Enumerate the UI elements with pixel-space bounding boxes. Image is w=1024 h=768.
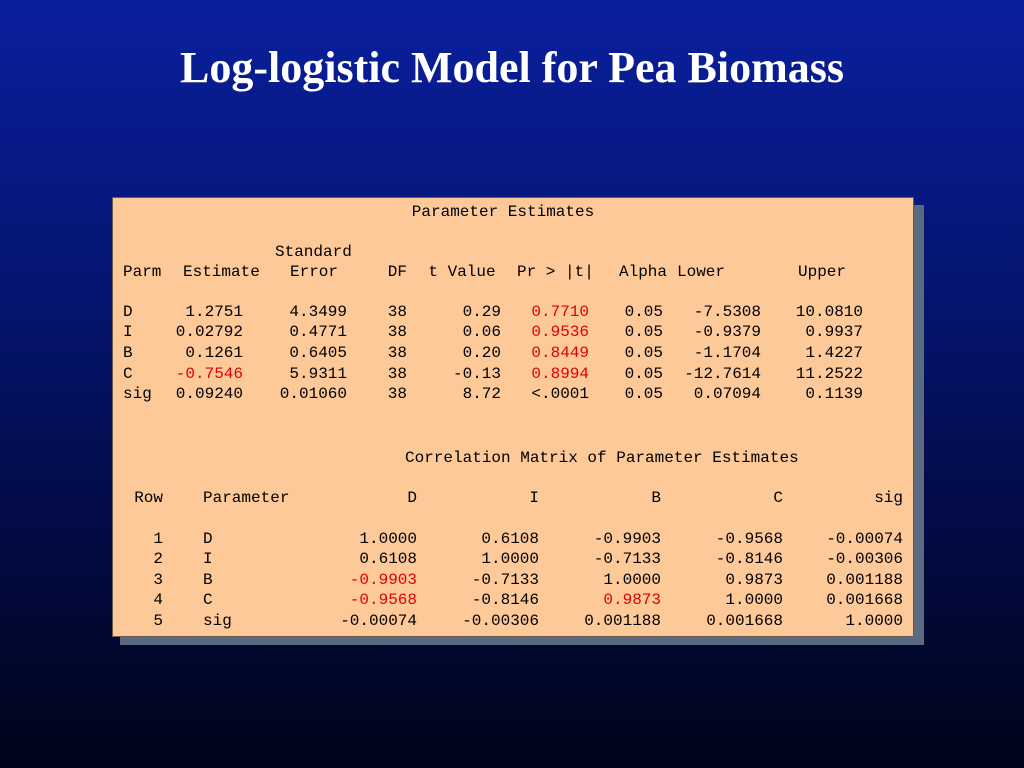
param-cell-r0-c0: D — [123, 303, 133, 321]
param-cell-r1-c4: 0.06 — [462, 323, 501, 341]
corr-cell-r0-c4: -0.9903 — [593, 530, 661, 548]
param-cell-r4-c4: 8.72 — [462, 385, 501, 403]
param-cell-r3-c7: -12.7614 — [684, 365, 761, 383]
corr-cell-r3-c6: 0.001668 — [826, 591, 903, 609]
sas-output-panel — [112, 197, 914, 637]
corr-cell-r4-c6: 1.0000 — [845, 612, 903, 630]
corr-cell-r3-c3: -0.8146 — [471, 591, 539, 609]
param-cell-r3-c4: -0.13 — [452, 365, 501, 383]
param-cell-r4-c2: 0.01060 — [279, 385, 347, 403]
corr-cell-r4-c0: 5 — [153, 612, 163, 630]
corr-cell-r1-c2: 0.6108 — [359, 550, 417, 568]
param-cell-r1-c2: 0.4771 — [289, 323, 347, 341]
param-cell-r0-c3: 38 — [387, 303, 407, 321]
slide-title: Log-logistic Model for Pea Biomass — [180, 43, 844, 92]
corr-cell-r1-c4: -0.7133 — [593, 550, 661, 568]
param-cell-r3-c2: 5.9311 — [289, 365, 347, 383]
param-header-1: Estimate — [183, 263, 260, 281]
corr-cell-r4-c2: -0.00074 — [340, 612, 417, 630]
corr-cell-r3-c4: 0.9873 — [603, 591, 661, 609]
param-header-2: Error — [289, 263, 338, 281]
corr-cell-r3-c0: 4 — [153, 591, 163, 609]
corr-cell-r4-c5: 0.001668 — [706, 612, 783, 630]
param-cell-r1-c3: 38 — [387, 323, 407, 341]
param-cell-r2-c7: -1.1704 — [693, 344, 761, 362]
corr-cell-r0-c2: 1.0000 — [359, 530, 417, 548]
param-cell-r0-c1: 1.2751 — [185, 303, 243, 321]
corr-cell-r3-c1: C — [203, 591, 213, 609]
corr-cell-r2-c0: 3 — [153, 571, 163, 589]
corr-header-1: Parameter — [203, 489, 290, 507]
parameter-estimates-title: Parameter Estimates — [411, 203, 595, 221]
param-header-5: Pr > |t| — [517, 263, 594, 281]
corr-cell-r2-c2: -0.9903 — [349, 571, 417, 589]
param-cell-r0-c4: 0.29 — [462, 303, 501, 321]
param-cell-r2-c8: 1.4227 — [805, 344, 863, 362]
corr-cell-r1-c5: -0.8146 — [715, 550, 783, 568]
param-cell-r2-c0: B — [123, 344, 133, 362]
param-cell-r3-c1: -0.7546 — [175, 365, 243, 383]
corr-cell-r4-c3: -0.00306 — [462, 612, 539, 630]
param-cell-r2-c6: 0.05 — [624, 344, 663, 362]
param-cell-r2-c2: 0.6405 — [289, 344, 347, 362]
param-cell-r4-c6: 0.05 — [624, 385, 663, 403]
corr-cell-r0-c1: D — [203, 530, 213, 548]
param-cell-r4-c0: sig — [123, 385, 152, 403]
param-cell-r2-c4: 0.20 — [462, 344, 501, 362]
corr-cell-r2-c4: 1.0000 — [603, 571, 661, 589]
corr-cell-r0-c0: 1 — [153, 530, 163, 548]
param-cell-r4-c1: 0.09240 — [175, 385, 243, 403]
corr-header-2: D — [407, 489, 417, 507]
corr-header-4: B — [651, 489, 661, 507]
corr-cell-r1-c6: -0.00306 — [826, 550, 903, 568]
corr-header-3: I — [529, 489, 539, 507]
param-cell-r3-c6: 0.05 — [624, 365, 663, 383]
corr-cell-r2-c3: -0.7133 — [471, 571, 539, 589]
param-header-8: Upper — [797, 263, 846, 281]
param-cell-r1-c5: 0.9536 — [531, 323, 589, 341]
corr-cell-r0-c5: -0.9568 — [715, 530, 783, 548]
param-cell-r1-c7: -0.9379 — [693, 323, 761, 341]
corr-cell-r4-c1: sig — [203, 612, 232, 630]
param-header-7: Lower — [677, 263, 726, 281]
param-cell-r1-c6: 0.05 — [624, 323, 663, 341]
corr-cell-r0-c6: -0.00074 — [826, 530, 903, 548]
param-header-4: t Value — [428, 263, 496, 281]
corr-cell-r3-c2: -0.9568 — [349, 591, 417, 609]
corr-cell-r3-c5: 1.0000 — [725, 591, 783, 609]
correlation-matrix-title: Correlation Matrix of Parameter Estimates — [405, 449, 799, 467]
param-cell-r3-c0: C — [123, 365, 133, 383]
param-cell-r3-c8: 11.2522 — [795, 365, 863, 383]
param-cell-r1-c0: I — [123, 323, 133, 341]
corr-cell-r2-c5: 0.9873 — [725, 571, 783, 589]
param-header-0: Parm — [123, 263, 162, 281]
corr-cell-r1-c1: I — [203, 550, 213, 568]
param-cell-r4-c3: 38 — [387, 385, 407, 403]
corr-cell-r1-c0: 2 — [153, 550, 163, 568]
corr-cell-r4-c4: 0.001188 — [584, 612, 661, 630]
param-cell-r0-c5: 0.7710 — [531, 303, 589, 321]
param-cell-r0-c8: 10.0810 — [795, 303, 863, 321]
param-cell-r1-c8: 0.9937 — [805, 323, 863, 341]
param-cell-r0-c7: -7.5308 — [693, 303, 761, 321]
param-cell-r0-c6: 0.05 — [624, 303, 663, 321]
corr-cell-r1-c3: 1.0000 — [481, 550, 539, 568]
param-cell-r4-c7: 0.07094 — [693, 385, 761, 403]
corr-header-6: sig — [874, 489, 903, 507]
corr-cell-r2-c1: B — [203, 571, 213, 589]
param-cell-r1-c1: 0.02792 — [175, 323, 243, 341]
param-header-6: Alpha — [619, 263, 668, 281]
param-cell-r3-c3: 38 — [387, 365, 407, 383]
param-cell-r2-c5: 0.8449 — [531, 344, 589, 362]
param-cell-r2-c3: 38 — [387, 344, 407, 362]
param-header-3: DF — [387, 263, 407, 281]
param-cell-r4-c5: <.0001 — [531, 385, 589, 403]
corr-cell-r0-c3: 0.6108 — [481, 530, 539, 548]
param-cell-r3-c5: 0.8994 — [531, 365, 589, 383]
param-cell-r4-c8: 0.1139 — [805, 385, 863, 403]
header-standard: Standard — [275, 243, 352, 261]
corr-header-0: Row — [134, 489, 163, 507]
corr-cell-r2-c6: 0.001188 — [826, 571, 903, 589]
param-cell-r0-c2: 4.3499 — [289, 303, 347, 321]
param-cell-r2-c1: 0.1261 — [185, 344, 243, 362]
corr-header-5: C — [773, 489, 783, 507]
